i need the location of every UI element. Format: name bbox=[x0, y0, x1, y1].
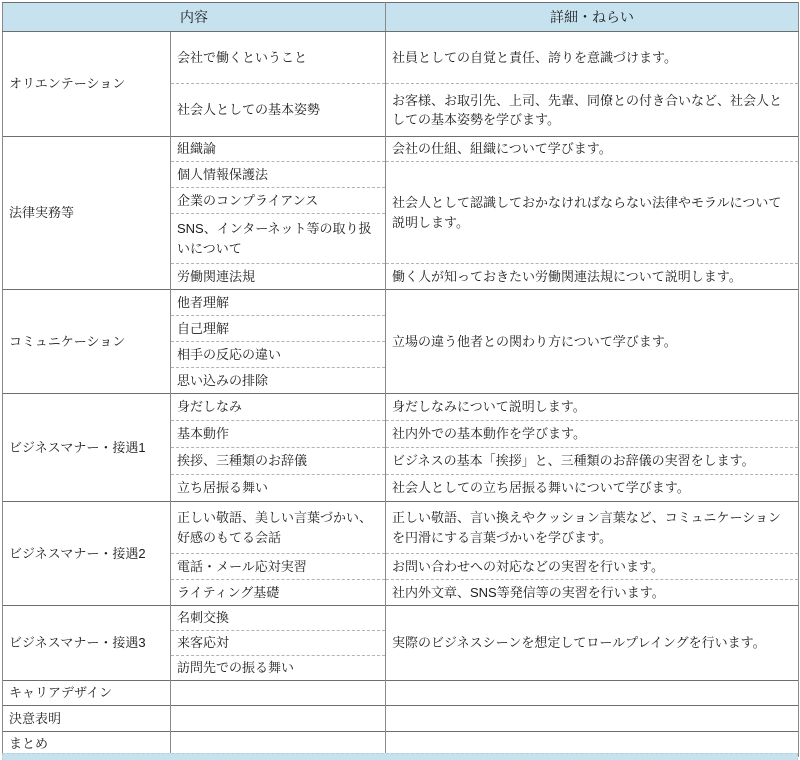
content-cell: 思い込みの排除 bbox=[171, 368, 386, 394]
content-cell: 企業のコンプライアンス bbox=[171, 188, 386, 214]
category-cell: オリエンテーション bbox=[3, 32, 171, 137]
content-cell: 相手の反応の違い bbox=[171, 342, 386, 368]
table-row bbox=[3, 137, 799, 162]
category-cell: ビジネスマナー・接遇3 bbox=[3, 606, 171, 681]
training-curriculum-table bbox=[2, 2, 799, 757]
table-row bbox=[3, 32, 799, 84]
next-table-header-strip bbox=[2, 753, 798, 760]
content-cell: 訪問先での振る舞い bbox=[171, 656, 386, 681]
content-cell: 他者理解 bbox=[171, 290, 386, 316]
column-header-content: 内容 bbox=[3, 3, 386, 32]
category-cell: コミュニケーション bbox=[3, 290, 171, 394]
detail-cell: お問い合わせへの対応などの実習を行います。 bbox=[386, 554, 799, 580]
table-row bbox=[3, 606, 799, 631]
detail-cell: 社内外文章、SNS等発信等の実習を行います。 bbox=[386, 580, 799, 606]
content-cell: SNS、インターネット等の取り扱いについて bbox=[171, 214, 386, 264]
category-cell: 決意表明 bbox=[3, 706, 171, 732]
content-cell: ライティング基礎 bbox=[171, 580, 386, 606]
detail-cell: 社会人としての立ち居振る舞いについて学びます。 bbox=[386, 475, 799, 502]
content-cell: 会社で働くということ bbox=[171, 32, 386, 84]
detail-cell: 身だしなみについて説明します。 bbox=[386, 394, 799, 421]
content-cell: 正しい敬語、美しい言葉づかい、好感のもてる会話 bbox=[171, 502, 386, 554]
category-cell: 法律実務等 bbox=[3, 137, 171, 290]
detail-cell-merged: 実際のビジネスシーンを想定してロールプレイングを行います。 bbox=[386, 606, 799, 681]
category-cell: ビジネスマナー・接遇2 bbox=[3, 502, 171, 606]
table-row bbox=[3, 394, 799, 421]
content-cell: 来客応対 bbox=[171, 631, 386, 656]
detail-cell: 正しい敬語、言い換えやクッション言葉など、コミュニケーションを円滑にする言葉づかいを学びます。 bbox=[386, 502, 799, 554]
table-row bbox=[3, 290, 799, 316]
detail-cell: ビジネスの基本「挨拶」と、三種類のお辞儀の実習をします。 bbox=[386, 448, 799, 475]
content-cell: 身だしなみ bbox=[171, 394, 386, 421]
detail-cell-merged: 立場の違う他者との関わり方について学びます。 bbox=[386, 290, 799, 394]
header-row bbox=[3, 3, 799, 32]
category-cell: まとめ bbox=[3, 732, 171, 757]
detail-cell: お客様、お取引先、上司、先輩、同僚との付き合いなど、社会人としての基本姿勢を学びます。 bbox=[386, 84, 799, 137]
empty-content-cell bbox=[171, 681, 386, 706]
detail-cell: 会社の仕組、組織について学びます。 bbox=[386, 137, 799, 162]
category-cell: ビジネスマナー・接遇1 bbox=[3, 394, 171, 502]
table-row bbox=[3, 681, 799, 706]
empty-detail-cell bbox=[386, 681, 799, 706]
content-cell: 組織論 bbox=[171, 137, 386, 162]
content-cell: 労働関連法規 bbox=[171, 264, 386, 290]
detail-cell: 社内外での基本動作を学びます。 bbox=[386, 421, 799, 448]
content-cell: 立ち居振る舞い bbox=[171, 475, 386, 502]
content-cell: 名刺交換 bbox=[171, 606, 386, 631]
column-header-detail: 詳細・ねらい bbox=[386, 3, 799, 32]
content-cell: 挨拶、三種類のお辞儀 bbox=[171, 448, 386, 475]
detail-cell: 社員としての自覚と責任、誇りを意識づけます。 bbox=[386, 32, 799, 84]
detail-cell-merged: 社会人として認識しておかなければならない法律やモラルについて説明します。 bbox=[386, 162, 799, 264]
category-cell: キャリアデザイン bbox=[3, 681, 171, 706]
content-cell: 基本動作 bbox=[171, 421, 386, 448]
table-row bbox=[3, 502, 799, 554]
empty-content-cell bbox=[171, 706, 386, 732]
content-cell: 自己理解 bbox=[171, 316, 386, 342]
detail-cell: 働く人が知っておきたい労働関連法規について説明します。 bbox=[386, 264, 799, 290]
content-cell: 社会人としての基本姿勢 bbox=[171, 84, 386, 137]
content-cell: 個人情報保護法 bbox=[171, 162, 386, 188]
empty-detail-cell bbox=[386, 706, 799, 732]
table-row bbox=[3, 706, 799, 732]
content-cell: 電話・メール応対実習 bbox=[171, 554, 386, 580]
